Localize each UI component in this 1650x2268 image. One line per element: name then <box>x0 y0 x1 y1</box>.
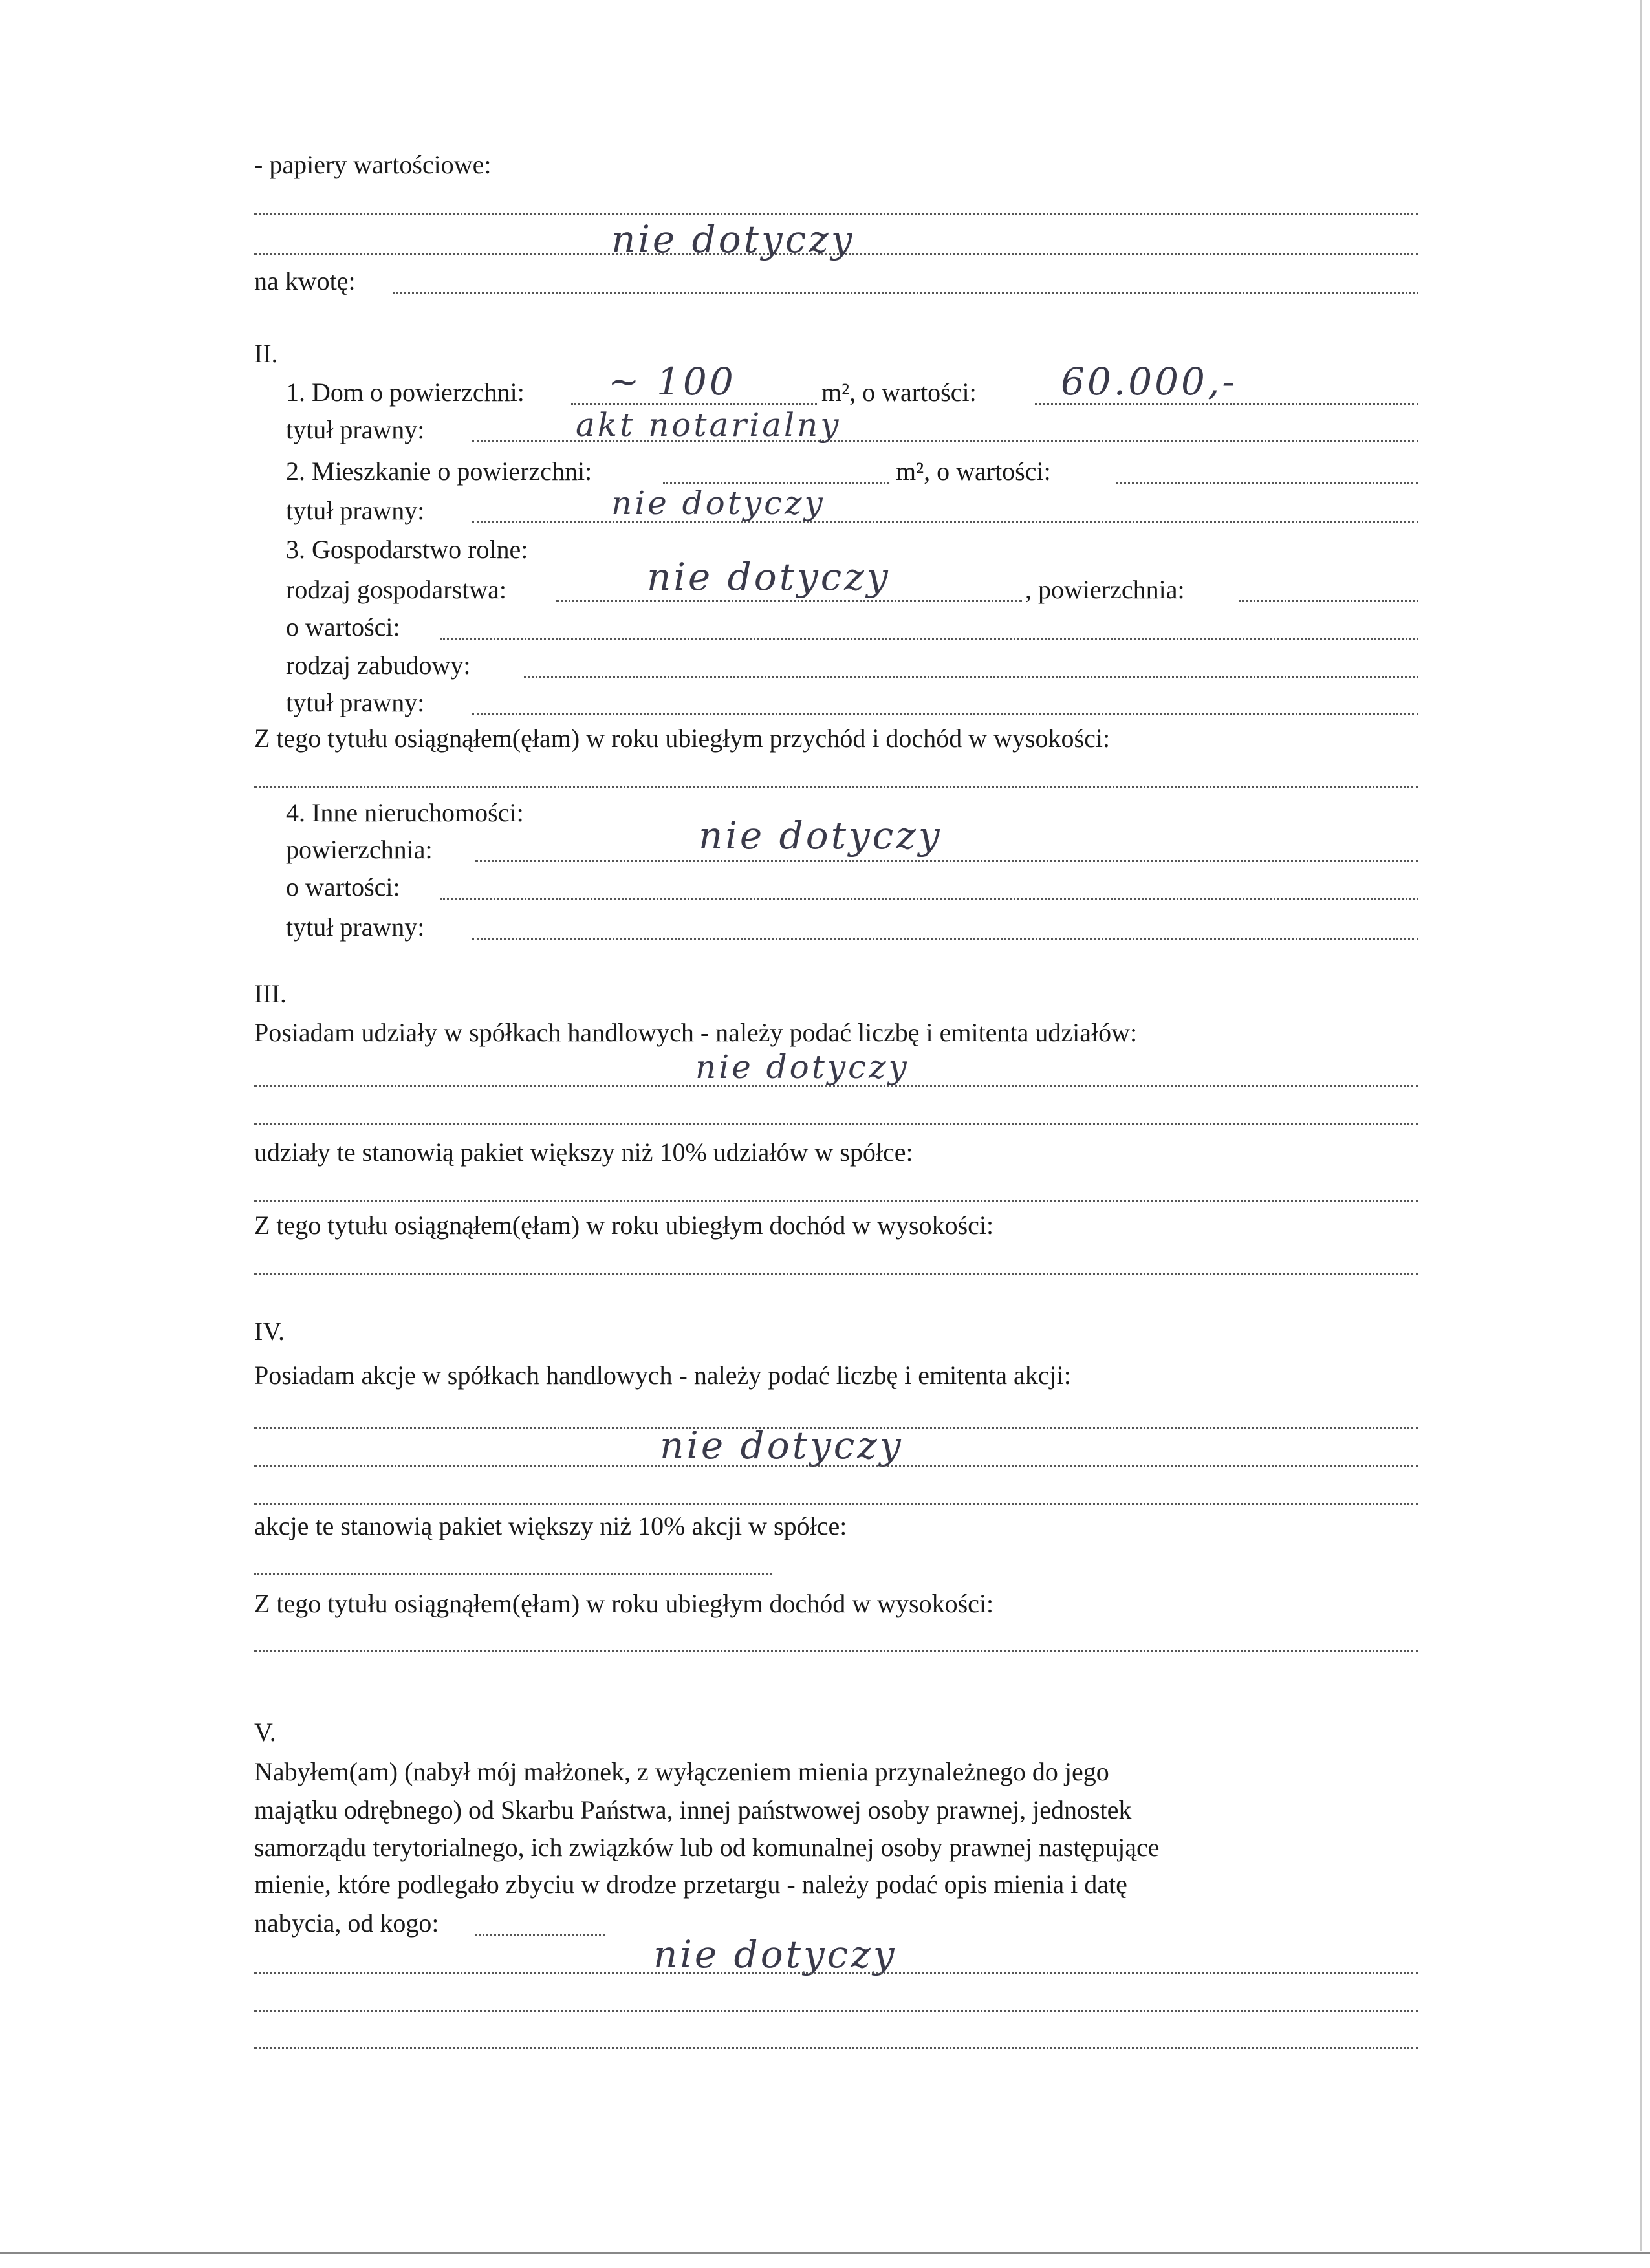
section-V-line-a <box>254 1972 1418 1974</box>
section-III-line-2 <box>254 1123 1418 1125</box>
section-IV-handwritten: nie dotyczy <box>660 1423 904 1467</box>
mieszkanie-label: 2. Mieszkanie o powierzchni: <box>286 457 592 486</box>
section-IV-lead: Posiadam akcje w spółkach handlowych - należy podać liczbę i emitenta akcji: <box>254 1361 1071 1390</box>
section-IV-pakiet: akcje te stanowią pakiet większy niż 10% akcji w spółce: <box>254 1511 847 1540</box>
scan-border-bottom <box>0 2252 1650 2254</box>
dom-area-handwritten: ~ 100 <box>608 360 736 404</box>
na-kwote-label: na kwotę: <box>254 266 356 296</box>
inne-tytul-label: tytuł prawny: <box>286 913 425 942</box>
papiery-line-1 <box>254 213 1418 215</box>
section-V-line-3: samorządu terytorialnego, ich związków lub od komunalnej osoby prawnej następujące <box>254 1833 1160 1862</box>
inne-pow-label: powierzchnia: <box>286 835 433 864</box>
section-IV-dochod-line <box>254 1650 1418 1652</box>
mieszkanie-value-line <box>1116 482 1418 484</box>
section-III-pakiet-line <box>254 1200 1418 1202</box>
inne-tytul-line <box>472 938 1418 940</box>
section-IV-pakiet-line <box>254 1573 772 1575</box>
section-III-dochod-line <box>254 1273 1418 1275</box>
mieszkanie-title-label: tytuł prawny: <box>286 496 425 525</box>
gospodarstwo-rodzaj-handwritten: nie dotyczy <box>647 555 891 599</box>
section-III-handwritten: nie dotyczy <box>695 1048 909 1086</box>
section-IV-line-2 <box>254 1465 1418 1467</box>
section-IV-heading: IV. <box>254 1317 285 1346</box>
gospodarstwo-tytul-label: tytuł prawny: <box>286 688 425 717</box>
inne-wartosc-line <box>440 898 1418 900</box>
gospodarstwo-dochod-label: Z tego tytułu osiągnąłem(ęłam) w roku ubiegłym przychód i dochód w wysokości: <box>254 724 1111 753</box>
scan-border-right <box>1640 0 1642 2251</box>
inne-wartosc-label: o wartości: <box>286 872 400 902</box>
gospodarstwo-rodzaj-label: rodzaj gospodarstwa: <box>286 575 507 604</box>
inne-pow-line <box>475 860 1418 862</box>
gospodarstwo-label: 3. Gospodarstwo rolne: <box>286 535 528 564</box>
section-V-line-2: majątku odrębnego) od Skarbu Państwa, innej państwowej osoby prawnej, jednostek <box>254 1795 1132 1824</box>
papiery-label: - papiery wartościowe: <box>254 150 492 179</box>
dom-unit: m², o wartości: <box>821 378 977 407</box>
section-V-last-label: nabycia, od kogo: <box>254 1908 439 1938</box>
gospodarstwo-dochod-line <box>254 786 1418 788</box>
dom-label: 1. Dom o powierzchni: <box>286 378 525 407</box>
gospodarstwo-wartosc-label: o wartości: <box>286 612 400 642</box>
gospodarstwo-zabudowa-label: rodzaj zabudowy: <box>286 651 471 680</box>
section-V-handwritten: nie dotyczy <box>653 1932 897 1976</box>
section-V-line-4: mienie, które podlegało zbyciu w drodze przetargu - należy podać opis mienia i datę <box>254 1870 1127 1899</box>
inne-label: 4. Inne nieruchomości: <box>286 798 524 827</box>
section-III-lead: Posiadam udziały w spółkach handlowych - należy podać liczbę i emitenta udziałów: <box>254 1018 1138 1047</box>
gospodarstwo-wartosc-line <box>440 638 1418 640</box>
mieszkanie-unit: m², o wartości: <box>896 457 1051 486</box>
papiery-handwritten: nie dotyczy <box>611 217 855 261</box>
section-V-line-1: Nabyłem(am) (nabył mój małżonek, z wyłączeniem mienia przynależnego do jego <box>254 1757 1109 1786</box>
gospodarstwo-zabudowa-line <box>524 676 1418 678</box>
section-V-label-line <box>475 1934 605 1936</box>
gospodarstwo-tytul-line <box>472 713 1418 715</box>
dom-title-handwritten: akt notarialny <box>576 406 841 444</box>
section-III-pakiet: udziały te stanowią pakiet większy niż 10% udziałów w spółce: <box>254 1138 913 1167</box>
section-V-heading: V. <box>254 1718 276 1747</box>
gospodarstwo-pow-line <box>1239 600 1418 602</box>
section-IV-line-3 <box>254 1503 1418 1505</box>
section-III-dochod: Z tego tytułu osiągnąłem(ęłam) w roku ubiegłym dochód w wysokości: <box>254 1211 994 1240</box>
dom-value-handwritten: 60.000,- <box>1061 360 1237 404</box>
section-V-line-b <box>254 2010 1418 2012</box>
mieszkanie-title-handwritten: nie dotyczy <box>611 484 825 522</box>
section-II-heading: II. <box>254 339 278 368</box>
section-IV-dochod: Z tego tytułu osiągnąłem(ęłam) w roku ubiegłym dochód w wysokości: <box>254 1589 994 1618</box>
na-kwote-line <box>393 292 1418 294</box>
section-V-line-c <box>254 2047 1418 2049</box>
dom-title-label: tytuł prawny: <box>286 415 425 444</box>
gospodarstwo-rodzaj-line <box>556 600 1022 602</box>
gospodarstwo-pow-label: , powierzchnia: <box>1025 575 1185 604</box>
inne-handwritten: nie dotyczy <box>699 814 942 858</box>
section-III-heading: III. <box>254 979 287 1008</box>
